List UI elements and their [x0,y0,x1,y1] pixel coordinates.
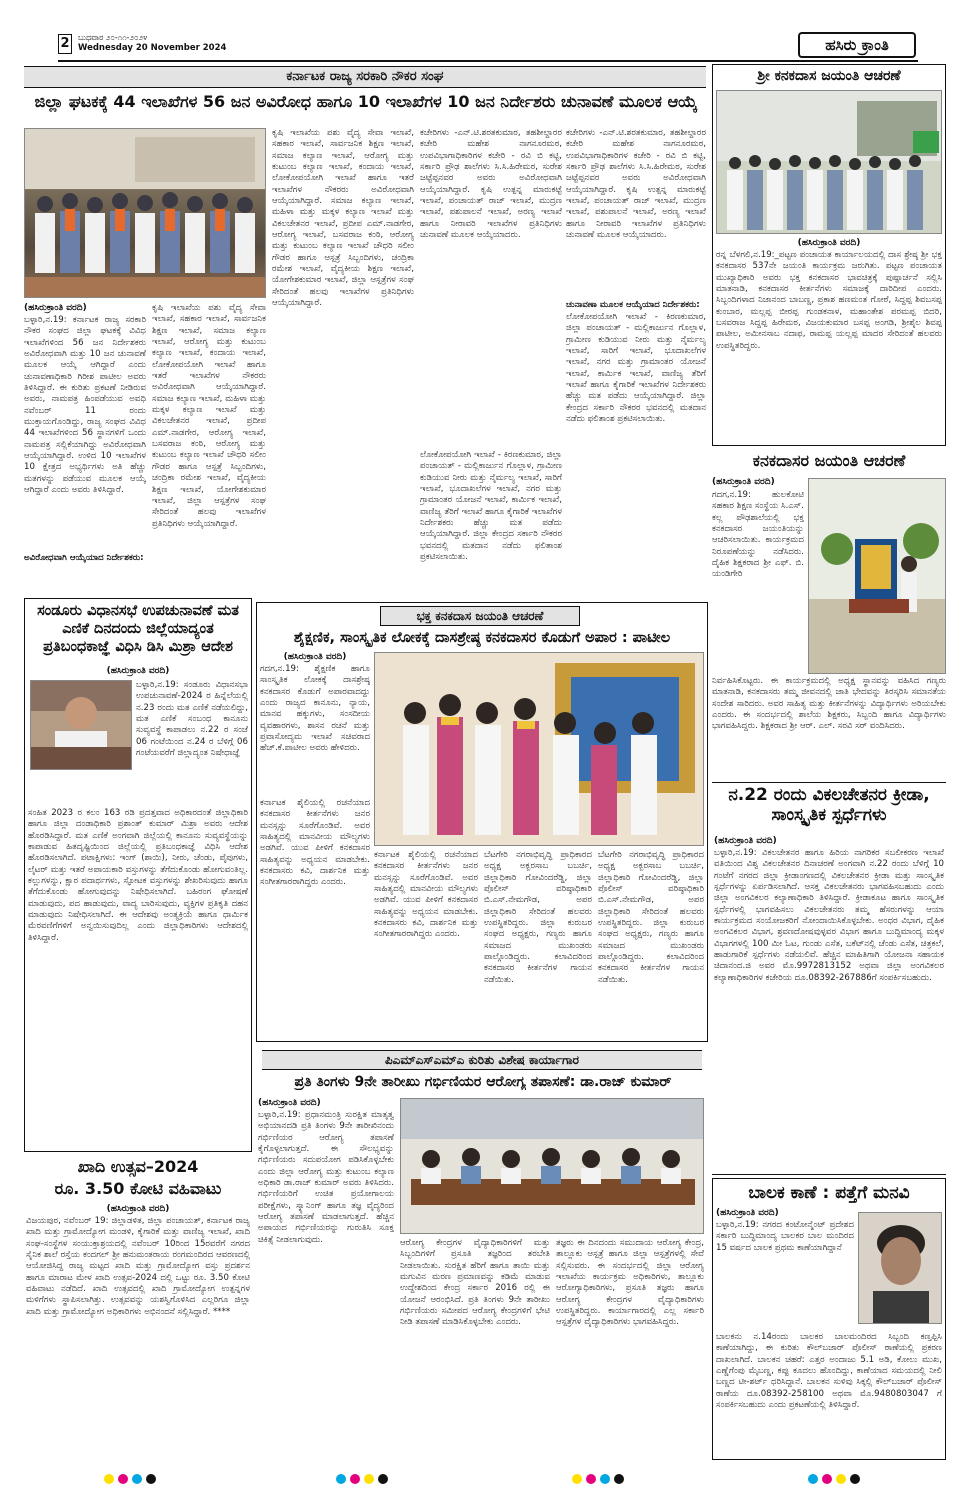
pmsma-body-mid: ಆರೋಗ್ಯ ಕೇಂದ್ರಗಳ ವೈದ್ಯಾಧಿಕಾರಿಗಳಿಗೆ ಮತ್ತು ಸಿಬ್ಬಂದಿಗಳಿಗೆ ಪ್ರಸೂತಿ ತಜ್ಞರಿಂದ ತರಬೇತಿ ನೀಡಲಾಯಿತು. ಸುರಕ್ಷಿತ ಹೆರಿಗೆ ಹಾಗೂ ತಾಯಿ ಮತ್ತು ಮಗುವಿನ ಮರಣ ಪ್ರಮಾಣವನ್ನು ಕಡಿಮೆ ಮಾಡುವ ಉದ್ದೇಶದಿಂದ ಕೇಂದ್ರ ಸರ್ಕಾರ 2016 ರಲ್ಲಿ ಈ ಯೋಜನೆ ಆರಂಭಿಸಿದೆ. ಪ್ರತಿ ತಿಂಗಳು 9ನೇ ತಾರೀಖು ಗರ್ಭಿಣಿಯರು ಸಮೀಪದ ಆರೋಗ್ಯ ಕೇಂದ್ರಗಳಿಗೆ ಭೇಟಿ ನೀಡಿ ತಪಾಸಣೆ ಮಾಡಿಸಿಕೊಳ್ಳಬೇಕು ಎಂದರು. [400,1238,550,1328]
masthead: ಹಸಿರು ಕ್ರಾಂತಿ [798,32,916,58]
missing-boy-byline: (ಹಸಿರುಕ್ರಾಂತಿ ವರದಿ) [716,1208,779,1218]
pmsma-kicker: ಪಿಎಮ್‌ಎಸ್‌ಎಮ್‌ಎ ಕುರಿತು ವಿಶೇಷ ಕಾರ್ಯಾಗಾರ [262,1050,702,1070]
reg-dot [808,1474,818,1484]
lead-body-col5: ಕಚೇರಿಗಳು -ಎನ್.ಟಿ.ಶರತಕುಮಾರ, ತಹಶೀಲ್ದಾರರ ಕಚೇರಿ ಮಹೇಶ ನಾಗನೂರಮಠ, ಉಪವಿಭಾಗಾಧಿಕಾರಿಗಳ ಕಚೇರಿ - ರವಿ ಬಿ ಕಟ್ಟಿ, ಸರ್ಕಾರಿ ಪ್ರೌಢ ಶಾಲೆಗಳು ಸಿ.ಸಿ.ಹಿರೇಮಠ, ಸುರೇಶ ಜಟ್ಟೆಪ್ಪನವರ ಅವರು ಅವಿರೋಧವಾಗಿ ಆಯ್ಕೆಯಾಗಿದ್ದಾರೆ. ಕೃಷಿ ಉತ್ಪನ್ನ ಮಾರುಕಟ್ಟೆ ಇಲಾಖೆ, ಪಂಚಾಯತ್ ರಾಜ್ ಇಲಾಖೆ, ಮುದ್ರಣ ಇಲಾಖೆ, ಪಶುಪಾಲನೆ ಇಲಾಖೆ, ಅರಣ್ಯ ಇಲಾಖೆ ಹಾಗೂ ನೀರಾವರಿ ಇಲಾಖೆಗಳ ಪ್ರತಿನಿಧಿಗಳು ಚುನಾವಣೆ ಮೂಲಕ ಆಯ್ಕೆಯಾದರು. [566,128,706,241]
kanakadasa-acharane-title: ಕನಕದಾಸರ ಜಯಂತಿ ಆಚರಣೆ [752,451,906,470]
acharane-photo-illustration [809,479,946,674]
pmsma-body-left: ಬಳ್ಳಾರಿ,ನ.19: ಪ್ರಧಾನಮಂತ್ರಿ ಸುರಕ್ಷಿತ ಮಾತೃತ್ವ ಅಭಿಯಾನದಡಿ ಪ್ರತಿ ತಿಂಗಳು 9ನೇ ತಾರೀಖಿನಂದು ಗರ್ಭಿಣಿಯರ ಆರೋಗ್ಯ ತಪಾಸಣೆ ಕೈಗೊಳ್ಳಲಾಗುತ್ತದೆ. ಈ ಸೌಲಭ್ಯವನ್ನು ಗರ್ಭಿಣಿಯರು ಸದುಪಯೋಗ ಪಡಿಸಿಕೊಳ್ಳಬೇಕು ಎಂದು ಜಿಲ್ಲಾ ಆರೋಗ್ಯ ಮತ್ತು ಕುಟುಂಬ ಕಲ್ಯಾಣ ಅಧಿಕಾರಿ ಡಾ.ರಾಜ್ ಕುಮಾರ್ ಅವರು ತಿಳಿಸಿದರು. ಗರ್ಭಿಣಿಯರಿಗೆ ಉಚಿತ ಪ್ರಯೋಗಾಲಯ ಪರೀಕ್ಷೆಗಳು, ಸ್ಕ್ಯಾನಿಂಗ್ ಹಾಗೂ ತಜ್ಞ ವೈದ್ಯರಿಂದ ಆರೋಗ್ಯ ತಪಾಸಣೆ ಮಾಡಲಾಗುತ್ತದೆ. ಹೆಚ್ಚಿನ ಅಪಾಯದ ಗರ್ಭಿಣಿಯರನ್ನು ಗುರುತಿಸಿ ಸೂಕ್ತ ಚಿಕಿತ್ಸೆ ನೀಡಲಾಗುವುದು. [258,1110,394,1245]
kanakadasa-acharane-body-left: ಗದಗ,ನ.19: ಹುಲಕೋಟಿ ಸಹಕಾರ ಶಿಕ್ಷಣ ಸಂಸ್ಥೆಯ ಸಿ.ಎಸ್. ಕಲ್ಲ ಪೌಢಶಾಲೆಯಲ್ಲಿ ಭಕ್ತ ಕನಕದಾಸರ ಜಯಂತಿಯನ್ನು ಆಚರಿಸಲಾಯಿತು. ಕಾರ್ಯಕ್ರಮದ ನಿರೂಪಣೆಯನ್ನು ನಡೆಸಿದರು. ದೈಹಿಕ ಶಿಕ್ಷಕರಾದ ಶ್ರೀ ಎಫ್. ಬಿ. ಯಂಡಿಗೇರಿ [712,490,804,580]
kanakadasa-right-photo [716,90,942,234]
header-divider [58,60,918,62]
kanakadasa-right-title: ಶ್ರೀ ಕನಕದಾಸ ಜಯಂತಿ ಆಚರಣೆ [757,68,901,84]
lead-headline: ಜಿಲ್ಲಾ ಘಟಕಕ್ಕೆ 44 ಇಲಾಖೆಗಳ 56 ಜನ ಅವಿರೋಧ ಹಾಗೂ 10 ಇಲಾಖೆಗಳ 10 ಜನ ನಿರ್ದೇಶರು ಚುನಾವಣೆ ಮೂಲಕ ಆಯ್ಕೆ [34,93,698,111]
date-english: Wednesday 20 November 2024 [78,43,227,53]
khadi-subtitle: ರೂ. 3.50 ಕೋಟಿ ವಹಿವಾಟು [54,1179,222,1198]
bhakta-kanaka-body-left: ಗದಗ,ನ.19: ಶೈಕ್ಷಣಿಕ ಹಾಗೂ ಸಾಂಸ್ಕೃತಿಕ ಲೋಕಕ್ಕೆ ದಾಸಶ್ರೇಷ್ಠ ಕನಕದಾಸರ ಕೊಡುಗೆ ಅಪಾರವಾದದ್ದು ಎಂದು ರಾಜ್ಯದ ಕಾನೂನು, ನ್ಯಾಯ, ಮಾನವ ಹಕ್ಕುಗಳು, ಸಂಸದೀಯ ವ್ಯವಹಾರಗಳು, ಶಾಸನ ರಚನೆ ಮತ್ತು ಪ್ರವಾಸೋದ್ಯಮ ಇಲಾಖೆ ಸಚಿವರಾದ ಹೆಚ್.ಕೆ.ಪಾಟೀಲ ಅವರು ಹೇಳಿದರು. [260,664,370,754]
reg-dot [132,1474,142,1484]
reg-dot [146,1474,156,1484]
reg-dot [572,1474,582,1484]
bhakta-kanaka-headline: ಶೈಕ್ಷಣಿಕ, ಸಾಂಸ್ಕೃತಿಕ ಲೋಕಕ್ಕೆ ದಾಸಶ್ರೇಷ್ಠ ಕನಕದಾಸರ ಕೊಡುಗೆ ಅಪಾರ : ಪಾಟೀಲ [293,630,671,646]
reg-dot [614,1474,624,1484]
khadi-title: ಖಾದಿ ಉತ್ಸವ–2024 [77,1157,199,1176]
khadi-body: ವಿಜಯಪುರ, ನವೆಂಬರ್ 19: ಜಿಲ್ಲಾಡಳಿತ, ಜಿಲ್ಲಾ ಪಂಚಾಯತ್, ಕರ್ನಾಟಕ ರಾಜ್ಯ ಖಾದಿ ಮತ್ತು ಗ್ರಾಮೋದ್ಯೋಗ ಮಂಡಳಿ, ಕೈಗಾರಿಕೆ ಮತ್ತು ವಾಣಿಜ್ಯ ಇಲಾಖೆ, ಖಾದಿ ಸಂಘ-ಸಂಸ್ಥೆಗಳ ಸಂಯುಕ್ತಾಶ್ರಯದಲ್ಲಿ ನವೆಂಬರ್ 10ರಿಂದ 15ರವರೆಗೆ ನಗರದ ಸೈನಿಕ ಶಾಲೆ ರಸ್ತೆಯ ಕಂದಗಲ್ ಶ್ರೀ ಹನುಮಂತರಾಯ ರಂಗಮಂದಿರದ ಆವರಣದಲ್ಲಿ ಆಯೋಜಿಸಿದ್ದ ರಾಜ್ಯ ಮಟ್ಟದ ಖಾದಿ ಮತ್ತು ಗ್ರಾಮೋದ್ಯೋಗ ವಸ್ತು ಪ್ರದರ್ಶನ ಹಾಗೂ ಮಾರಾಟ ಮೇಳ ಖಾದಿ ಉತ್ಸವ-2024 ದಲ್ಲಿ ಒಟ್ಟು ರೂ. 3.50 ಕೋಟಿ ವಹಿವಾಟು ನಡೆದಿದೆ. ಖಾದಿ ಉತ್ಸವದಲ್ಲಿ ಖಾದಿ ಗ್ರಾಮೋದ್ಯೋಗ ಉತ್ಪನ್ನಗಳ ಮಳಿಗೆಗಳು ಸ್ಥಾಪಿಸಲಾಗಿತ್ತು. ಉತ್ಸವವನ್ನು ಯಶಸ್ವಿಗೊಳಿಸಿದ ಎಲ್ಲರಿಗೂ ಜಿಲ್ಲಾ ಖಾದಿ ಮತ್ತು ಗ್ರಾಮೋದ್ಯೋಗ ಅಧಿಕಾರಿಗಳು ಅಭಿನಂದನೆ ಸಲ್ಲಿಸಿದ್ದಾರೆ. **** [26,1216,250,1317]
pmsma-photo [400,1098,704,1234]
khadi-byline: (ಹಸಿರುಕ್ರಾಂತಿ ವರದಿ) [106,1204,170,1214]
pmsma-illustration [401,1099,704,1234]
missing-boy-photo [858,1212,942,1324]
bhakta-kanaka-kicker: ಭಕ್ತ ಕನಕದಾಸ ಜಯಂತಿ ಆಚರಣೆ [380,606,580,626]
lead-subhead-2: ಚುನಾವಣಾ ಮೂಲಕ ಆಯ್ಕೆಯಾದ ನಿರ್ದೇಶಕರು: [566,300,700,310]
reg-dot [104,1474,114,1484]
missing-boy-body: ಬಾಲಕನು ನ.14ರಂದು ಬಾಲಕರ ಬಾಲಮಂದಿರದ ಸಿಬ್ಬಂದಿ ಕಣ್ತಪ್ಪಿಸಿ ಕಾಣೆಯಾಗಿದ್ದು, ಈ ಕುರಿತು ಕೌಲ್‌ಬಜಾರ್ ಪೊಲೀಸ್ ಠಾಣೆಯಲ್ಲಿ ಪ್ರಕರಣ ದಾಖಲಾಗಿದೆ. ಬಾಲಕನ ಚಹರೆ: ಎತ್ತರ ಅಂದಾಜು 5.1 ಅಡಿ, ಕೋಲು ಮುಖ, ಎಣ್ಣೆಗೆಂಪು ಮೈಬಣ್ಣ, ಕಪ್ಪು ಕೂದಲು ಹೊಂದಿದ್ದು, ಕಾಣೆಯಾದ ಸಮಯದಲ್ಲಿ ನೀಲಿ ಬಣ್ಣದ ಟೀ-ಶರ್ಟ್ ಧರಿಸಿದ್ದಾನೆ. ಬಾಲಕನ ಸುಳಿವು ಸಿಕ್ಕಲ್ಲಿ ಕೌಲ್‌ಬಜಾರ್ ಪೊಲೀಸ್ ಠಾಣೆಯ ದೂ.08392-258100 ಅಥವಾ ಮೊ.9480803047 ಗೆ ಸಂಪರ್ಕಿಸಬಹುದು ಎಂದು ಪ್ರಕಟಣೆಯಲ್ಲಿ ತಿಳಿಸಿದ್ದಾರೆ. [716,1332,942,1411]
reg-dot [600,1474,610,1484]
lead-body-col3: ಕೃಷಿ ಇಲಾಖೆಯ ಪಶು ವೈದ್ಯ ಸೇವಾ ಇಲಾಖೆ, ಸಹಕಾರ ಇಲಾಖೆ, ಸಾರ್ವಜನಿಕ ಶಿಕ್ಷಣ ಇಲಾಖೆ, ಸಮಾಜ ಕಲ್ಯಾಣ ಇಲಾಖೆ, ಆರೋಗ್ಯ ಮತ್ತು ಕುಟುಂಬ ಕಲ್ಯಾಣ ಇಲಾಖೆ, ಕಂದಾಯ ಇಲಾಖೆ, ಲೋಕೋಪಯೋಗಿ ಇಲಾಖೆ ಹಾಗೂ ಇತರೆ ಇಲಾಖೆಗಳ ನೌಕರರು ಅವಿರೋಧವಾಗಿ ಆಯ್ಕೆಯಾಗಿದ್ದಾರೆ. ಸಮಾಜ ಕಲ್ಯಾಣ ಇಲಾಖೆ, ಮಹಿಳಾ ಮತ್ತು ಮಕ್ಕಳ ಕಲ್ಯಾಣ ಇಲಾಖೆ ಮತ್ತು ವಿಕಲಚೇತನರ ಇಲಾಖೆ, ಪ್ರದೀಪ ಎಮ್.ನಾಡಗೇರ, ಆರೋಗ್ಯ ಇಲಾಖೆ, ಬಸವರಾಜ ಕಂಠಿ, ಆರೋಗ್ಯ ಮತ್ತು ಕುಟುಂಬ ಕಲ್ಯಾಣ ಇಲಾಖೆ ಚೌಧರಿ ಸಲೀಂ ಗೌಡರ ಹಾಗೂ ಆಸ್ಪತ್ರೆ ಸಿಬ್ಬಂದಿಗಳು, ಚಂದ್ರಿಕಾ ರಮೇಶ ಇಲಾಖೆ, ವೈದ್ಯಕೀಯ ಶಿಕ್ಷಣ ಇಲಾಖೆ, ಯೋಗೇಶಕುಮಾರ ಇಲಾಖೆ, ಜಿಲ್ಲಾ ಆಸ್ಪತ್ರೆಗಳ ಸಂಘ ಸೇರಿದಂತೆ ಹಲವು ಇಲಾಖೆಗಳ ಪ್ರತಿನಿಧಿಗಳು ಆಯ್ಕೆಯಾಗಿದ್ದಾರೆ. [272,128,414,309]
group-photo-illustration [25,129,266,298]
bhakta-kanaka-body-right1: ಬೆಟಗೇರಿ ನಗರಾಭಿವೃದ್ಧಿ ಪ್ರಾಧಿಕಾರದ ಅಧ್ಯಕ್ಷ ಅಕ್ಬರಸಾಬ ಬಬರ್ಚಿ, ಜಿಲ್ಲಾಧಿಕಾರಿ ಗೋವಿಂದರೆಡ್ಡಿ, ಜಿಲ್ಲಾ ಪೊಲೀಸ್ ವರಿಷ್ಠಾಧಿಕಾರಿ ಬಿ.ಎಸ್.ನೇಮಗೌಡ, ಅಪರ ಜಿಲ್ಲಾಧಿಕಾರಿ ಸೇರಿದಂತೆ ಹಲವರು ಉಪಸ್ಥಿತರಿದ್ದರು. ಜಿಲ್ಲಾ ಕುರುಬರ ಸಂಘದ ಅಧ್ಯಕ್ಷರು, ಗಣ್ಯರು ಹಾಗೂ ಸಮಾಜದ ಮುಖಂಡರು ಪಾಲ್ಗೊಂಡಿದ್ದರು. ಕಲಾವಿದರಿಂದ ಕನಕದಾಸರ ಕೀರ್ತನೆಗಳ ಗಾಯನ ನಡೆಯಿತು. [484,850,592,985]
lead-group-photo [24,128,266,298]
reg-dot [850,1474,860,1484]
reg-dot [118,1474,128,1484]
reg-dot [836,1474,846,1484]
reg-dot [364,1474,374,1484]
vikalachetana-title: ನ.22 ರಂದು ವಿಕಲಚೇತನರ ಕ್ರೀಡಾ, ಸಾಂಸ್ಕೃತಿಕ ಸ್ಪರ್ಧೆಗಳು [728,785,930,825]
bhakta-kanaka-illustration [375,653,704,846]
pmsma-byline: (ಹಸಿರುಕ್ರಾಂತಿ ವರದಿ) [258,1098,321,1108]
bhakta-kanaka-body-col1b: ಕರ್ನಾಟಕ ಶೈಲಿಯಲ್ಲಿ ರಚನೆಯಾದ ಕನಕದಾಸರ ಕೀರ್ತನೆಗಳು ಜನರ ಮನಸ್ಸನ್ನು ಸೂರೆಗೊಂಡಿವೆ. ಅವರ ಸಾಹಿತ್ಯದಲ್ಲಿ ಮಾನವೀಯ ಮೌಲ್ಯಗಳು ಅಡಗಿವೆ. ಯುವ ಪೀಳಿಗೆ ಕನಕದಾಸರ ಸಾಹಿತ್ಯವನ್ನು ಅಧ್ಯಯನ ಮಾಡಬೇಕು. ಕನಕದಾಸರು ಕವಿ, ದಾರ್ಶನಿಕ ಮತ್ತು ಸಂಗೀತಗಾರರಾಗಿದ್ದರು ಎಂದರು. [260,798,370,888]
kanakadasa-right-body: ರನ್ನ ಬೆಳಗಲಿ,ನ.19:_ಪಟ್ಟಣ ಪಂಚಾಯತ ಕಾರ್ಯಾಲಯದಲ್ಲಿ ದಾಸ ಶ್ರೇಷ್ಠ ಶ್ರೀ ಭಕ್ತ ಕನಕದಾಸರ 537ನೇ ಜಯಂತಿ ಕಾರ್ಯಕ್ರಮ ಜರುಗಿತು. ಪಟ್ಟಣ ಪಂಚಾಯತ ಮುಖ್ಯಾಧಿಕಾರಿ ಅವರು ಭಕ್ತ ಕನಕದಾಸರ ಭಾವಚಿತ್ರಕ್ಕೆ ಪುಷ್ಪಾರ್ಚನೆ ಸಲ್ಲಿಸಿ ಮಾತನಾಡಿ, ಕನಕದಾಸರ ಕೀರ್ತನೆಗಳು ಸಮಾಜಕ್ಕೆ ದಾರಿದೀಪ ಎಂದರು. ಸಿಬ್ಬಂದಿಗಳಾದ ನಿಜಾನಂದ ಬಾಬಣ್ಣ, ಪ್ರಕಾಶ ಹಣಮಂತ ಗೋಠೆ, ಸಿದ್ದಪ್ಪ ಶಿವಬಸಪ್ಪ ಕುಂಬಾರ, ಮಲ್ಲಪ್ಪ ಬೀರಪ್ಪ ಗುಂಡಕನಾಳ, ಮಹಾಂತೇಶ ಪರಮಪ್ಪ ಬಿದರಿ, ಬಸವರಾಜ ಸಿದ್ದಪ್ಪ ಹಿರೇಮಠ, ವಿಜಯಕುಮಾರ ಬಸಪ್ಪ ಅಂಗಡಿ, ಶ್ರೀಶೈಲ ಶಿವಪ್ಪ ಪಾಟೀಲ, ಅಮೀನಸಾಬ ನದಾಫ, ರಾಮಪ್ಪ ಯಲ್ಲಪ್ಪ ಮಾದರ ಸೇರಿದಂತೆ ಹಲವರು ಉಪಸ್ಥಿತರಿದ್ದರು. [716,250,942,351]
reg-dot [350,1474,360,1484]
date-kannada: ಬುಧವಾರ ೨೦-೧೧-೨೦೨೪ [78,33,148,42]
reg-dot [336,1474,346,1484]
divider-missing [712,1174,946,1175]
vikalachetana-body: ಬಳ್ಳಾರಿ,ನ.19: ವಿಕಲಚೇತನರ ಹಾಗೂ ಹಿರಿಯ ನಾಗರಿಕರ ಸಬಲೀಕರಣ ಇಲಾಖೆ ವತಿಯಿಂದ ವಿಶ್ವ ವಿಕಲಚೇತನರ ದಿನಾಚರಣೆ ಅಂಗವಾಗಿ ನ.22 ರಂದು ಬೆಳಿಗ್ಗೆ 10 ಗಂಟೆಗೆ ನಗರದ ಜಿಲ್ಲಾ ಕ್ರೀಡಾಂಗಣದಲ್ಲಿ ವಿಕಲಚೇತನರ ಕ್ರೀಡಾ ಮತ್ತು ಸಾಂಸ್ಕೃತಿಕ ಸ್ಪರ್ಧೆಗಳನ್ನು ಏರ್ಪಡಿಸಲಾಗಿದೆ. ಆಸಕ್ತ ವಿಕಲಚೇತನರು ಭಾಗವಹಿಸಬಹುದು ಎಂದು ಜಿಲ್ಲಾ ಅಂಗವಿಕಲರ ಕಲ್ಯಾಣಾಧಿಕಾರಿ ತಿಳಿಸಿದ್ದಾರೆ. ಕ್ರೀಡಾಕೂಟ ಹಾಗೂ ಸಾಂಸ್ಕೃತಿಕ ಸ್ಪರ್ಧೆಗಳಲ್ಲಿ ಭಾಗವಹಿಸಲು ವಿಕಲಚೇತನರು ತಮ್ಮ ಹೆಸರುಗಳನ್ನು ಆಯಾ ಕಾರ್ಯಕ್ರಮದ ಸಂಯೋಜಕರಿಗೆ ನೋಂದಾಯಿಸಿಕೊಳ್ಳಬೇಕು. ಅಂಧರ ವಿಭಾಗ, ದೈಹಿಕ ಅಂಗವಿಕಲರ ವಿಭಾಗ, ಶ್ರವಣದೋಷವುಳ್ಳವರ ವಿಭಾಗ ಹಾಗೂ ಬುದ್ಧಿಮಾಂದ್ಯ ಮಕ್ಕಳ ವಿಭಾಗಗಳಲ್ಲಿ 100 ಮೀ ಓಟ, ಗುಂಡು ಎಸೆತ, ಬಕೆಟ್‌ನಲ್ಲಿ ಚೆಂಡು ಎಸೆತ, ಚಿತ್ರಕಲೆ, ಹಾಡುಗಾರಿಕೆ ಸ್ಪರ್ಧೆಗಳು ನಡೆಯಲಿವೆ. ಹೆಚ್ಚಿನ ಮಾಹಿತಿಗಾಗಿ ಯೋಜನಾ ಸಹಾಯಕ ಚಿದಾನಂದ.ಜಿ ಅವರ ಮೊ.9972813152 ಅಥವಾ ಜಿಲ್ಲಾ ಅಂಗವಿಕಲರ ಕಲ್ಯಾಣಾಧಿಕಾರಿಗಳ ಕಚೇರಿಯ ದೂ.08392-267886ಗೆ ಸಂಪರ್ಕಿಸಬಹುದು. [714,848,944,983]
bhakta-kanaka-body-right2: ಬೆಟಗೇರಿ ನಗರಾಭಿವೃದ್ಧಿ ಪ್ರಾಧಿಕಾರದ ಅಧ್ಯಕ್ಷ ಅಕ್ಬರಸಾಬ ಬಬರ್ಚಿ, ಜಿಲ್ಲಾಧಿಕಾರಿ ಗೋವಿಂದರೆಡ್ಡಿ, ಜಿಲ್ಲಾ ಪೊಲೀಸ್ ವರಿಷ್ಠಾಧಿಕಾರಿ ಬಿ.ಎಸ್.ನೇಮಗೌಡ, ಅಪರ ಜಿಲ್ಲಾಧಿಕಾರಿ ಸೇರಿದಂತೆ ಹಲವರು ಉಪಸ್ಥಿತರಿದ್ದರು. ಜಿಲ್ಲಾ ಕುರುಬರ ಸಂಘದ ಅಧ್ಯಕ್ಷರು, ಗಣ್ಯರು ಹಾಗೂ ಸಮಾಜದ ಮುಖಂಡರು ಪಾಲ್ಗೊಂಡಿದ್ದರು. ಕಲಾವಿದರಿಂದ ಕನಕದಾಸರ ಕೀರ್ತನೆಗಳ ಗಾಯನ ನಡೆಯಿತು. [598,850,704,985]
lead-body-col4b: ಲೋಕೋಪಯೋಗಿ ಇಲಾಖೆ - ಕಿರಣಕುಮಾರ, ಜಿಲ್ಲಾ ಪಂಚಾಯತ್ - ಮಲ್ಲಿಕಾರ್ಜುನ ಗೊಲ್ಲಾಳ, ಗ್ರಾಮೀಣ ಕುಡಿಯುವ ನೀರು ಮತ್ತು ನೈರ್ಮಲ್ಯ ಇಲಾಖೆ, ಸಾರಿಗೆ ಇಲಾಖೆ, ಭೂದಾಖಲೆಗಳ ಇಲಾಖೆ, ನಗರ ಮತ್ತು ಗ್ರಾಮಾಂತರ ಯೋಜನೆ ಇಲಾಖೆ, ಕಾರ್ಮಿಕ ಇಲಾಖೆ, ವಾಣಿಜ್ಯ ತೆರಿಗೆ ಇಲಾಖೆ ಹಾಗೂ ಕೈಗಾರಿಕೆ ಇಲಾಖೆಗಳ ನಿರ್ದೇಶಕರು ಹೆಚ್ಚು ಮತ ಪಡೆದು ಆಯ್ಕೆಯಾಗಿದ್ದಾರೆ. ಜಿಲ್ಲಾ ಕೇಂದ್ರದ ಸರ್ಕಾರಿ ನೌಕರರ ಭವನದಲ್ಲಿ ಮತದಾನ ನಡೆದು ಫಲಿತಾಂಶ ಪ್ರಕಟಿಸಲಾಯಿತು. [420,450,562,563]
page-header [58,34,918,60]
page-number: 2 [58,34,72,54]
bhakta-kanaka-body-mid: ಕರ್ನಾಟಕ ಶೈಲಿಯಲ್ಲಿ ರಚನೆಯಾದ ಕನಕದಾಸರ ಕೀರ್ತನೆಗಳು ಜನರ ಮನಸ್ಸನ್ನು ಸೂರೆಗೊಂಡಿವೆ. ಅವರ ಸಾಹಿತ್ಯದಲ್ಲಿ ಮಾನವೀಯ ಮೌಲ್ಯಗಳು ಅಡಗಿವೆ. ಯುವ ಪೀಳಿಗೆ ಕನಕದಾಸರ ಸಾಹಿತ್ಯವನ್ನು ಅಧ್ಯಯನ ಮಾಡಬೇಕು. ಕನಕದಾಸರು ಕವಿ, ದಾರ್ಶನಿಕ ಮತ್ತು ಸಂಗೀತಗಾರರಾಗಿದ್ದರು ಎಂದರು. [374,850,478,940]
lead-body-col1: ಬಳ್ಳಾರಿ,ನ.19: ಕರ್ನಾಟಕ ರಾಜ್ಯ ಸರಕಾರಿ ನೌಕರ ಸಂಘದ ಜಿಲ್ಲಾ ಘಟಕಕ್ಕೆ ವಿವಿಧ ಇಲಾಖೆಗಳಿಂದ 56 ಜನ ನಿರ್ದೇಶಕರು ಅವಿರೋಧವಾಗಿ ಮತ್ತು 10 ಜನ ಚುನಾವಣೆ ಮೂಲಕ ಆಯ್ಕೆ ಆಗಿದ್ದಾರೆ ಎಂದು ಚುನಾವಣಾಧಿಕಾರಿ ಗಿರೀಶ ಪಾಟೀಲ ಅವರು ತಿಳಿಸಿದ್ದಾರೆ. ಈ ಕುರಿತು ಪ್ರಕಟಣೆ ನೀಡಿರುವ ಅವರು, ನಾಮಪತ್ರ ಹಿಂಪಡೆಯುವ ಅವಧಿ ನವೆಂಬರ್ 11 ರಂದು ಮುಕ್ತಾಯಗೊಂಡಿದ್ದು, ರಾಜ್ಯ ಸಂಘದ ವಿವಿಧ 44 ಇಲಾಖೆಗಳಿಂದ 56 ಸ್ಥಾನಗಳಿಗೆ ಒಂದು ನಾಮಪತ್ರ ಸಲ್ಲಿಕೆಯಾಗಿದ್ದು ಅವಿರೋಧವಾಗಿ ಆಯ್ಕೆಯಾಗಿದ್ದಾರೆ. ಉಳಿದ 10 ಇಲಾಖೆಗಳ 10 ಕ್ಷೇತ್ರದ ಅಭ್ಯರ್ಥಿಗಳು ಅತಿ ಹೆಚ್ಚು ಮತಗಳನ್ನು ಪಡೆಯುವ ಮೂಲಕ ಆಯ್ಕೆ ಆಗಿದ್ದಾರೆ ಎಂದು ಅವರು ತಿಳಿಸಿದ್ದಾರೆ. [24,315,146,496]
bhakta-kanaka-photo [374,652,704,846]
kanakadasa-acharane-body: ನಿರ್ವಹಿಸಿಕೊಟ್ಟರು. ಈ ಕಾರ್ಯಕ್ರಮದಲ್ಲಿ ಅಧ್ಯಕ್ಷ ಸ್ಥಾನವನ್ನು ವಹಿಸಿದ ಗಣ್ಯರು ಮಾತನಾಡಿ, ಕನಕದಾಸರು ತಮ್ಮ ಜೀವನದಲ್ಲಿ ಜಾತಿ ಭೇದವನ್ನು ತಿರಸ್ಕರಿಸಿ ಸಮಾನತೆಯ ಸಂದೇಶ ಸಾರಿದರು. ಅವರ ಸಾಹಿತ್ಯ ಮತ್ತು ಕೀರ್ತನೆಗಳನ್ನು ವಿದ್ಯಾರ್ಥಿಗಳು ಅರಿಯಬೇಕು ಎಂದರು. ಈ ಸಂದರ್ಭದಲ್ಲಿ ಶಾಲೆಯ ಶಿಕ್ಷಕರು, ಸಿಬ್ಬಂದಿ ಹಾಗೂ ವಿದ್ಯಾರ್ಥಿಗಳು ಭಾಗವಹಿಸಿದ್ದರು. ಶಿಕ್ಷಕರಾದ ಶ್ರೀ ಆರ್. ಎಲ್. ಸರವಿ ಸರ್ ವಂದಿಸಿದರು. [712,676,946,732]
pmsma-body-right: ತಜ್ಞರು ಈ ದಿನದಂದು ಸಮುದಾಯ ಆರೋಗ್ಯ ಕೇಂದ್ರ, ತಾಲ್ಲೂಕು ಆಸ್ಪತ್ರೆ ಹಾಗೂ ಜಿಲ್ಲಾ ಆಸ್ಪತ್ರೆಗಳಲ್ಲಿ ಸೇವೆ ಸಲ್ಲಿಸುವರು. ಈ ಸಂದರ್ಭದಲ್ಲಿ ಜಿಲ್ಲಾ ಆರೋಗ್ಯ ಇಲಾಖೆಯ ಕಾರ್ಯಕ್ರಮ ಅಧಿಕಾರಿಗಳು, ತಾಲ್ಲೂಕು ಆರೋಗ್ಯಾಧಿಕಾರಿಗಳು, ಪ್ರಸೂತಿ ತಜ್ಞರು ಹಾಗೂ ಆರೋಗ್ಯ ಕೇಂದ್ರಗಳ ವೈದ್ಯಾಧಿಕಾರಿಗಳು ಉಪಸ್ಥಿತರಿದ್ದರು. ಕಾರ್ಯಾಗಾರದಲ್ಲಿ ಎಲ್ಲ ಸರ್ಕಾರಿ ಆಸ್ಪತ್ರೆಗಳ ವೈದ್ಯಾಧಿಕಾರಿಗಳು ಭಾಗವಹಿಸಿದ್ದರು. [556,1238,704,1328]
bhakta-kanaka-byline: (ಹಸಿರುಕ್ರಾಂತಿ ವರದಿ) [283,652,347,662]
sandur-body: ಸಂಹಿತ 2023 ರ ಕಲಂ 163 ರಡಿ ಪ್ರದತ್ತವಾದ ಅಧಿಕಾರದಂತೆ ಜಿಲ್ಲಾಧಿಕಾರಿ ಹಾಗೂ ಜಿಲ್ಲಾ ದಂಡಾಧಿಕಾರಿ ಪ್ರಶಾಂತ್ ಕುಮಾರ್ ಮಿಶ್ರಾ ಅವರು ಆದೇಶ ಹೊರಡಿಸಿದ್ದಾರೆ. ಮತ ಎಣಿಕೆ ಅಂಗವಾಗಿ ಜಿಲ್ಲೆಯಲ್ಲಿ ಕಾನೂನು ಸುವ್ಯವಸ್ಥೆಯನ್ನು ಕಾಪಾಡುವ ಹಿತದೃಷ್ಟಿಯಿಂದ ಜಿಲ್ಲೆಯಲ್ಲಿ ಪ್ರತಿಬಂಧಕಾಜ್ಞೆ ವಿಧಿಸಿ ಆದೇಶ ಹೊರಡಿಸಲಾಗಿದೆ. ಪಟಾಕ್ಷಿಗಳು: ಇಂಗ್ (ಶಾಯಿ), ನೀರು, ಚೆಂಡು, ಪೈಪುಗಳು, ಲೈಟರ್ ಮತ್ತು ಇತರೆ ಅಪಾಯಕಾರಿ ವಸ್ತುಗಳನ್ನು ತೆಗೆದುಕೊಂಡು ಹೋಗುವಂತಿಲ್ಲ. ಕಲ್ಲುಗಳನ್ನು, ಕ್ಷಾರ ಪದಾರ್ಥಗಳು, ಸ್ಫೋಟಕ ವಸ್ತುಗಳನ್ನು ಶೇಖರಿಸುವುದು ಹಾಗೂ ತೆಗೆದುಕೊಂಡು ಹೋಗುವುದನ್ನು ನಿಷೇಧಿಸಲಾಗಿದೆ. ಬಹಿರಂಗ ಘೋಷಣೆ ಮಾಡುವುದು, ಪದ ಹಾಡುವುದು, ವಾದ್ಯ ಬಾರಿಸುವುದು, ವ್ಯಕ್ತಿಗಳ ಪ್ರತಿಕೃತಿ ದಹನ ಮಾಡುವುದು ನಿಷೇಧಿಸಲಾಗಿದೆ. ಈ ಆದೇಶವು ಅಂತ್ಯಕ್ರಿಯೆ ಹಾಗೂ ಧಾರ್ಮಿಕ ಮೆರವಣಿಗೆಗಳಿಗೆ ಅನ್ವಯಿಸುವುದಿಲ್ಲ ಎಂದು ಜಿಲ್ಲಾಧಿಕಾರಿಗಳು ಆದೇಶದಲ್ಲಿ ತಿಳಿಸಿದ್ದಾರೆ. [28,808,248,943]
missing-boy-body-left: ಬಳ್ಳಾರಿ,ನ.19: ನಗರದ ಕಂಟೋನ್ಮೆಂಟ್ ಪ್ರದೇಶದ ಸರ್ಕಾರಿ ಬುದ್ಧಿಮಾಂದ್ಯ ಬಾಲಕರ ಬಾಲ ಮಂದಿರದ 15 ವರ್ಷದ ಬಾಲಕ ಪ್ರಥಮ ಕಾಣೆಯಾಗಿದ್ದಾನೆ [716,1220,854,1253]
kanakadasa-acharane-byline: (ಹಸಿರುಕ್ರಾಂತಿ ವರದಿ) [712,477,775,487]
dc-portrait [31,681,132,770]
reg-dot [822,1474,832,1484]
vikalachetana-byline: (ಹಸಿರುಕ್ರಾಂತಿ ವರದಿ) [714,836,777,846]
reg-dot [378,1474,388,1484]
lead-body-col4: ಕಚೇರಿಗಳು -ಎನ್.ಟಿ.ಶರತಕುಮಾರ, ತಹಶೀಲ್ದಾರರ ಕಚೇರಿ ಮಹೇಶ ನಾಗನೂರಮಠ, ಉಪವಿಭಾಗಾಧಿಕಾರಿಗಳ ಕಚೇರಿ - ರವಿ ಬಿ ಕಟ್ಟಿ, ಸರ್ಕಾರಿ ಪ್ರೌಢ ಶಾಲೆಗಳು ಸಿ.ಸಿ.ಹಿರೇಮಠ, ಸುರೇಶ ಜಟ್ಟೆಪ್ಪನವರ ಅವರು ಅವಿರೋಧವಾಗಿ ಆಯ್ಕೆಯಾಗಿದ್ದಾರೆ. ಕೃಷಿ ಉತ್ಪನ್ನ ಮಾರುಕಟ್ಟೆ ಇಲಾಖೆ, ಪಂಚಾಯತ್ ರಾಜ್ ಇಲಾಖೆ, ಮುದ್ರಣ ಇಲಾಖೆ, ಪಶುಪಾಲನೆ ಇಲಾಖೆ, ಅರಣ್ಯ ಇಲಾಖೆ ಹಾಗೂ ನೀರಾವರಿ ಇಲಾಖೆಗಳ ಪ್ರತಿನಿಧಿಗಳು ಚುನಾವಣೆ ಮೂಲಕ ಆಯ್ಕೆಯಾದರು. [420,128,562,241]
lead-body-col2: ಕೃಷಿ ಇಲಾಖೆಯ ಪಶು ವೈದ್ಯ ಸೇವಾ ಇಲಾಖೆ, ಸಹಕಾರ ಇಲಾಖೆ, ಸಾರ್ವಜನಿಕ ಶಿಕ್ಷಣ ಇಲಾಖೆ, ಸಮಾಜ ಕಲ್ಯಾಣ ಇಲಾಖೆ, ಆರೋಗ್ಯ ಮತ್ತು ಕುಟುಂಬ ಕಲ್ಯಾಣ ಇಲಾಖೆ, ಕಂದಾಯ ಇಲಾಖೆ, ಲೋಕೋಪಯೋಗಿ ಇಲಾಖೆ ಹಾಗೂ ಇತರೆ ಇಲಾಖೆಗಳ ನೌಕರರು ಅವಿರೋಧವಾಗಿ ಆಯ್ಕೆಯಾಗಿದ್ದಾರೆ. ಸಮಾಜ ಕಲ್ಯಾಣ ಇಲಾಖೆ, ಮಹಿಳಾ ಮತ್ತು ಮಕ್ಕಳ ಕಲ್ಯಾಣ ಇಲಾಖೆ ಮತ್ತು ವಿಕಲಚೇತನರ ಇಲಾಖೆ, ಪ್ರದೀಪ ಎಮ್.ನಾಡಗೇರ, ಆರೋಗ್ಯ ಇಲಾಖೆ, ಬಸವರಾಜ ಕಂಠಿ, ಆರೋಗ್ಯ ಮತ್ತು ಕುಟುಂಬ ಕಲ್ಯಾಣ ಇಲಾಖೆ ಚೌಧರಿ ಸಲೀಂ ಗೌಡರ ಹಾಗೂ ಆಸ್ಪತ್ರೆ ಸಿಬ್ಬಂದಿಗಳು, ಚಂದ್ರಿಕಾ ರಮೇಶ ಇಲಾಖೆ, ವೈದ್ಯಕೀಯ ಶಿಕ್ಷಣ ಇಲಾಖೆ, ಯೋಗೇಶಕುಮಾರ ಇಲಾಖೆ, ಜಿಲ್ಲಾ ಆಸ್ಪತ್ರೆಗಳ ಸಂಘ ಸೇರಿದಂತೆ ಹಲವು ಇಲಾಖೆಗಳ ಪ್ರತಿನಿಧಿಗಳು ಆಯ್ಕೆಯಾಗಿದ್ದಾರೆ. [152,303,266,529]
pmsma-headline: ಪ್ರತಿ ತಿಂಗಳು 9ನೇ ತಾರೀಖು ಗರ್ಭಿಣಿಯರ ಆರೋಗ್ಯ ತಪಾಸಣೆ: ಡಾ.ರಾಜ್ ಕುಮಾರ್ [294,1074,672,1090]
registration-marks-mid-left [336,1474,388,1484]
registration-marks-right [808,1474,860,1484]
registration-marks-mid-right [572,1474,624,1484]
sandur-body-left: ಬಳ್ಳಾರಿ,ನ.19: ಸಂಡೂರು ವಿಧಾನಸಭಾ ಉಪಚುನಾವಣೆ-2024 ರ ಹಿನ್ನೆಲೆಯಲ್ಲಿ ನ.23 ರಂದು ಮತ ಎಣಿಕೆ ನಡೆಯಲಿದ್ದು, ಮತ ಎಣಿಕೆ ಸಂಬಂಧ ಕಾನೂನು ಸುವ್ಯವಸ್ಥೆ ಕಾಪಾಡಲು ನ.22 ರ ಸಂಜೆ 06 ಗಂಟೆಯಿಂದ ನ.24 ರ ಬೆಳಿಗ್ಗೆ 06 ಗಂಟೆಯವರೆಗೆ ಜಿಲ್ಲಾದ್ಯಂತ ನಿಷೇಧಾಜ್ಞೆ [136,680,248,759]
sandur-title: ಸಂಡೂರು ವಿಧಾನಸಭೆ ಉಪಚುನಾವಣೆ ಮತ ಎಣಿಕೆ ದಿನದಂದು ಜಿಲ್ಲೆಯಾದ್ಯಂತ ಪ್ರತಿಬಂಧಕಾಜ್ಞೆ ವಿಧಿಸಿ ಡಿಸಿ ಮಿಶ್ರಾ ಆದೇಶ [37,603,239,656]
kanakadasa-right-byline: (ಹಸಿರುಕ್ರಾಂತಿ ವರದಿ) [797,238,861,248]
divider-vikala [712,782,946,783]
sandur-dc-photo [30,680,132,770]
registration-marks-left [104,1474,156,1484]
kanakadasa-photo-illustration [717,91,942,234]
lead-kicker: ಕರ್ನಾಟಕ ರಾಜ್ಯ ಸರಕಾರಿ ನೌಕರ ಸಂಘ [24,66,706,88]
missing-boy-portrait [859,1213,942,1324]
missing-boy-title: ಬಾಲಕ ಕಾಣೆ : ಪತ್ತೆಗೆ ಮನವಿ [748,1183,910,1203]
kanakadasa-acharane-photo [808,478,946,674]
lead-byline: (ಹಸಿರುಕ್ರಾಂತಿ ವರದಿ) [24,303,87,313]
sandur-byline: (ಹಸಿರುಕ್ರಾಂತಿ ವರದಿ) [106,666,170,676]
lead-body-col5b: ಲೋಕೋಪಯೋಗಿ ಇಲಾಖೆ - ಕಿರಣಕುಮಾರ, ಜಿಲ್ಲಾ ಪಂಚಾಯತ್ - ಮಲ್ಲಿಕಾರ್ಜುನ ಗೊಲ್ಲಾಳ, ಗ್ರಾಮೀಣ ಕುಡಿಯುವ ನೀರು ಮತ್ತು ನೈರ್ಮಲ್ಯ ಇಲಾಖೆ, ಸಾರಿಗೆ ಇಲಾಖೆ, ಭೂದಾಖಲೆಗಳ ಇಲಾಖೆ, ನಗರ ಮತ್ತು ಗ್ರಾಮಾಂತರ ಯೋಜನೆ ಇಲಾಖೆ, ಕಾರ್ಮಿಕ ಇಲಾಖೆ, ವಾಣಿಜ್ಯ ತೆರಿಗೆ ಇಲಾಖೆ ಹಾಗೂ ಕೈಗಾರಿಕೆ ಇಲಾಖೆಗಳ ನಿರ್ದೇಶಕರು ಹೆಚ್ಚು ಮತ ಪಡೆದು ಆಯ್ಕೆಯಾಗಿದ್ದಾರೆ. ಜಿಲ್ಲಾ ಕೇಂದ್ರದ ಸರ್ಕಾರಿ ನೌಕರರ ಭವನದಲ್ಲಿ ಮತದಾನ ನಡೆದು ಫಲಿತಾಂಶ ಪ್ರಕಟಿಸಲಾಯಿತು. [566,312,706,425]
lead-subhead: ಅವಿರೋಧವಾಗಿ ಆಯ್ಕೆಯಾದ ನಿರ್ದೇಶಕರು: [24,553,144,563]
reg-dot [586,1474,596,1484]
